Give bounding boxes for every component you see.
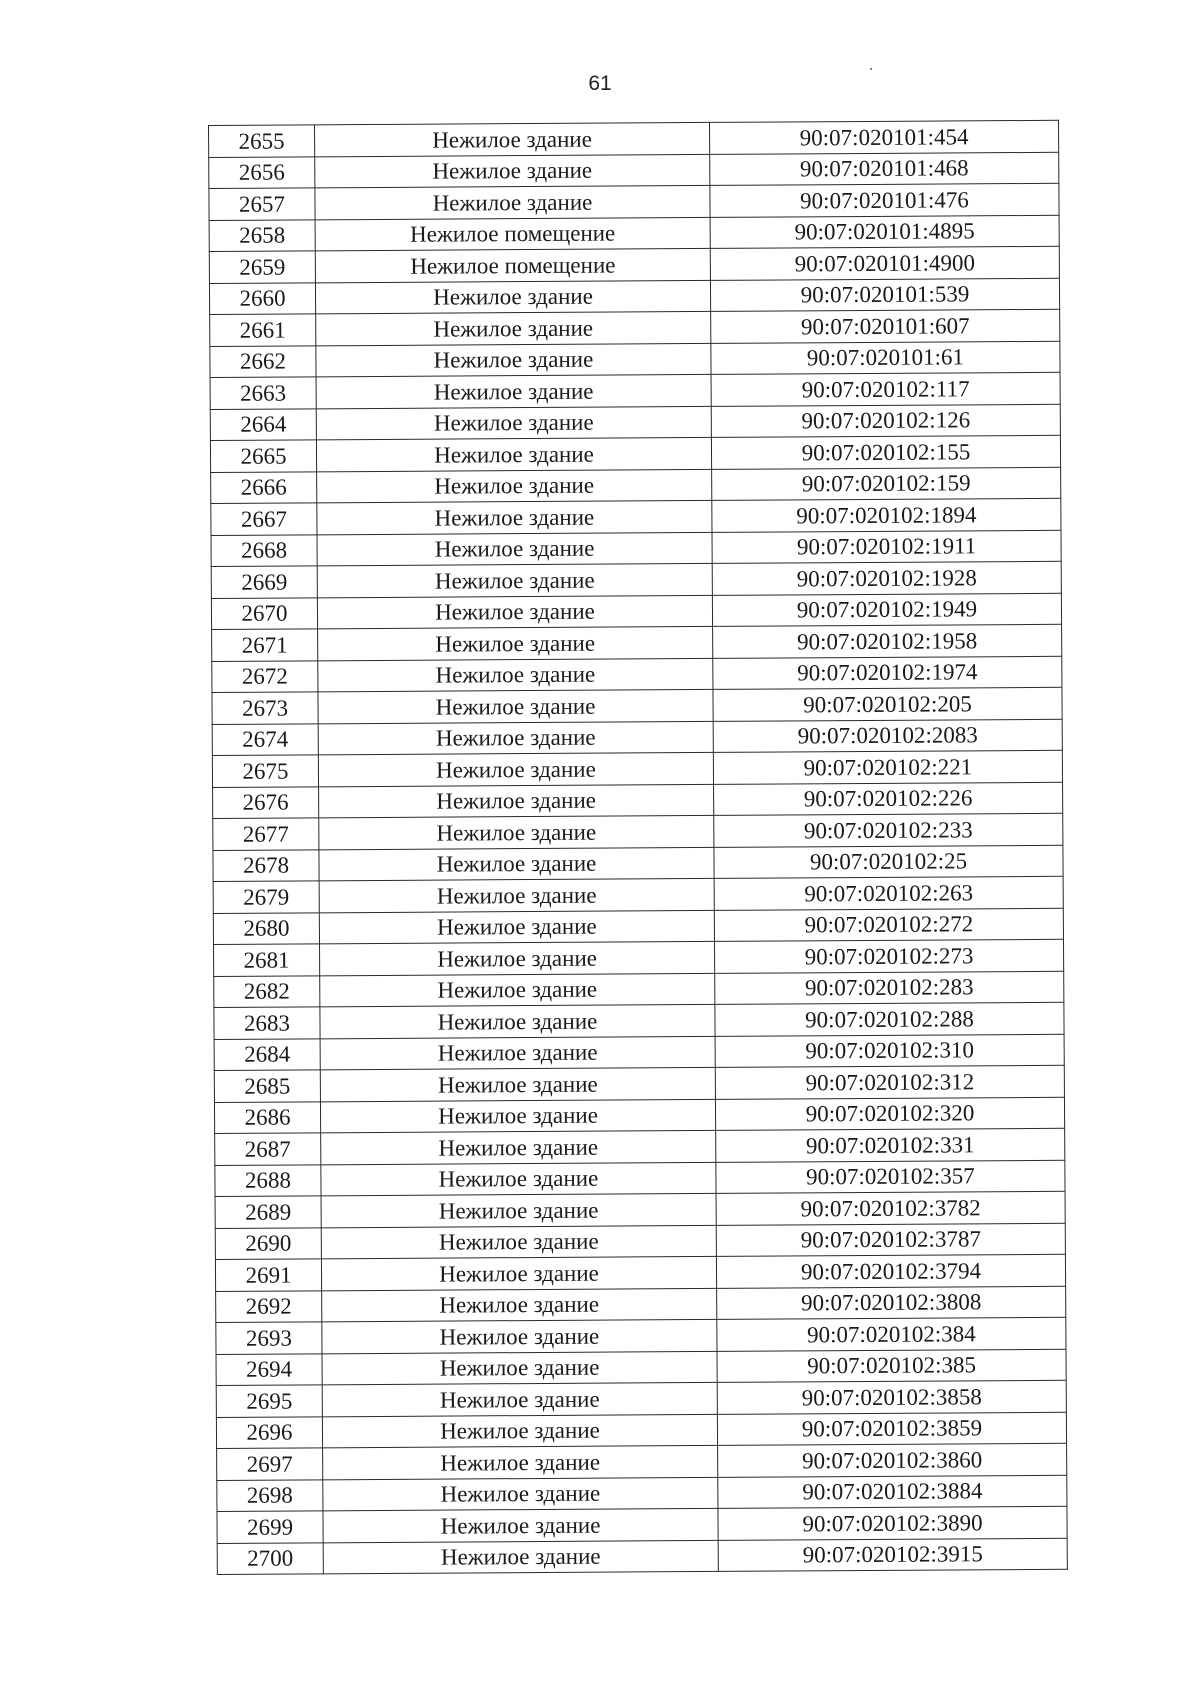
table-row: [215, 1160, 1065, 1197]
table-row: [214, 939, 1064, 976]
row-number-cell: 2663: [210, 377, 316, 409]
row-number-cell: 2660: [209, 282, 315, 314]
cadastral-number-cell: 90:07:020102:221: [713, 750, 1062, 784]
table-row: [212, 719, 1062, 756]
object-type-cell: Нежилое здание: [320, 973, 715, 1007]
object-type-cell: Нежилое здание: [316, 437, 711, 471]
table-row: [217, 1538, 1067, 1575]
object-type-cell: Нежилое здание: [317, 469, 712, 503]
cadastral-number-cell: 90:07:020102:233: [714, 813, 1063, 847]
row-number-cell: 2679: [213, 881, 319, 913]
row-number-cell: 2699: [217, 1511, 323, 1543]
table-row: [214, 1034, 1064, 1071]
cadastral-number-cell: 90:07:020102:263: [714, 876, 1063, 910]
table-row: [216, 1380, 1066, 1417]
table-row: [216, 1286, 1066, 1323]
object-type-cell: Нежилое здание: [315, 185, 710, 219]
row-number-cell: 2667: [211, 503, 317, 535]
row-number-cell: 2680: [213, 912, 319, 944]
table-row: [213, 813, 1063, 850]
row-number-cell: 2688: [215, 1164, 321, 1196]
object-type-cell: Нежилое здание: [316, 406, 711, 440]
cadastral-number-cell: 90:07:020102:312: [715, 1065, 1064, 1099]
cadastral-number-cell: 90:07:020102:384: [717, 1317, 1066, 1351]
cadastral-number-cell: 90:07:020102:1974: [713, 656, 1062, 690]
table-row: [214, 1065, 1064, 1102]
object-type-cell: Нежилое здание: [316, 311, 711, 345]
object-type-cell: Нежилое здание: [318, 626, 713, 660]
object-type-cell: Нежилое здание: [320, 1036, 715, 1070]
property-registry-table: [208, 120, 1068, 1575]
object-type-cell: Нежилое здание: [320, 941, 715, 975]
object-type-cell: Нежилое здание: [319, 910, 714, 944]
object-type-cell: Нежилое здание: [318, 721, 713, 755]
object-type-cell: Нежилое здание: [322, 1414, 717, 1448]
table-row: [211, 561, 1061, 598]
cadastral-number-cell: 90:07:020102:288: [715, 1002, 1064, 1036]
row-number-cell: 2684: [214, 1038, 320, 1070]
row-number-cell: 2672: [212, 660, 318, 692]
table-row: [213, 782, 1063, 819]
table-row: [215, 1254, 1065, 1291]
table-row: [216, 1349, 1066, 1386]
page-number: 61: [588, 72, 612, 95]
object-type-cell: Нежилое здание: [318, 752, 713, 786]
row-number-cell: 2677: [213, 818, 319, 850]
cadastral-number-cell: 90:07:020102:1894: [712, 498, 1061, 532]
cadastral-number-cell: 90:07:020102:159: [712, 467, 1061, 501]
table-row: [216, 1412, 1066, 1449]
row-number-cell: 2694: [216, 1353, 322, 1385]
row-number-cell: 2681: [214, 944, 320, 976]
cadastral-number-cell: 90:07:020102:272: [714, 908, 1063, 942]
scan-speck: [870, 68, 872, 70]
row-number-cell: 2693: [216, 1322, 322, 1354]
table-row: [214, 1002, 1064, 1039]
cadastral-number-cell: 90:07:020102:205: [713, 687, 1062, 721]
object-type-cell: Нежилое здание: [321, 1162, 716, 1196]
cadastral-number-cell: 90:07:020101:539: [710, 278, 1059, 312]
cadastral-number-cell: 90:07:020102:273: [714, 939, 1063, 973]
object-type-cell: Нежилое здание: [320, 1004, 715, 1038]
table-row: [211, 467, 1061, 504]
row-number-cell: 2671: [212, 629, 318, 661]
table-row: [212, 624, 1062, 661]
table-row: [215, 1191, 1065, 1228]
cadastral-number-cell: 90:07:020102:320: [715, 1097, 1064, 1131]
row-number-cell: 2682: [214, 975, 320, 1007]
cadastral-number-cell: 90:07:020102:1958: [713, 624, 1062, 658]
row-number-cell: 2668: [211, 534, 317, 566]
object-type-cell: Нежилое здание: [318, 658, 713, 692]
row-number-cell: 2678: [213, 849, 319, 881]
row-number-cell: 2676: [213, 786, 319, 818]
row-number-cell: 2685: [214, 1070, 320, 1102]
table-row: [212, 687, 1062, 724]
cadastral-number-cell: 90:07:020102:3890: [718, 1506, 1067, 1540]
table-row: [210, 404, 1060, 441]
object-type-cell: Нежилое здание: [323, 1540, 718, 1574]
table-row: [210, 341, 1060, 378]
registry-table-body: [209, 120, 1068, 1574]
object-type-cell: Нежилое здание: [315, 122, 710, 156]
table-row: [211, 593, 1061, 630]
cadastral-number-cell: 90:07:020101:607: [711, 309, 1060, 343]
row-number-cell: 2662: [210, 345, 316, 377]
table-row: [209, 246, 1059, 283]
cadastral-number-cell: 90:07:020101:4895: [710, 215, 1059, 249]
row-number-cell: 2664: [210, 408, 316, 440]
cadastral-number-cell: 90:07:020102:283: [715, 971, 1064, 1005]
table-row: [211, 530, 1061, 567]
table-row: [213, 876, 1063, 913]
row-number-cell: 2666: [211, 471, 317, 503]
cadastral-number-cell: 90:07:020102:226: [714, 782, 1063, 816]
cadastral-number-cell: 90:07:020102:155: [711, 435, 1060, 469]
row-number-cell: 2655: [209, 125, 315, 157]
row-number-cell: 2657: [209, 188, 315, 220]
object-type-cell: Нежилое здание: [316, 374, 711, 408]
object-type-cell: Нежилое здание: [317, 500, 712, 534]
cadastral-number-cell: 90:07:020102:3859: [717, 1412, 1066, 1446]
row-number-cell: 2698: [217, 1479, 323, 1511]
cadastral-number-cell: 90:07:020102:117: [711, 372, 1060, 406]
row-number-cell: 2691: [215, 1259, 321, 1291]
table-row: [209, 278, 1059, 315]
cadastral-number-cell: 90:07:020102:1928: [712, 561, 1061, 595]
row-number-cell: 2670: [211, 597, 317, 629]
object-type-cell: Нежилое здание: [318, 689, 713, 723]
cadastral-number-cell: 90:07:020102:3884: [718, 1475, 1067, 1509]
object-type-cell: Нежилое здание: [323, 1445, 718, 1479]
cadastral-number-cell: 90:07:020102:385: [717, 1349, 1066, 1383]
row-number-cell: 2669: [211, 566, 317, 598]
table-row: [217, 1506, 1067, 1543]
object-type-cell: Нежилое здание: [323, 1508, 718, 1542]
cadastral-number-cell: 90:07:020102:3858: [717, 1380, 1066, 1414]
row-number-cell: 2665: [210, 440, 316, 472]
table-row: [217, 1475, 1067, 1512]
table-row: [215, 1128, 1065, 1165]
cadastral-number-cell: 90:07:020102:357: [716, 1160, 1065, 1194]
table-row: [210, 309, 1060, 346]
row-number-cell: 2692: [216, 1290, 322, 1322]
cadastral-number-cell: 90:07:020102:1911: [712, 530, 1061, 564]
row-number-cell: 2697: [217, 1448, 323, 1480]
table-row: [213, 845, 1063, 882]
object-type-cell: Нежилое здание: [317, 595, 712, 629]
object-type-cell: Нежилое здание: [320, 1099, 715, 1133]
object-type-cell: Нежилое здание: [323, 1477, 718, 1511]
object-type-cell: Нежилое помещение: [315, 217, 710, 251]
object-type-cell: Нежилое здание: [315, 154, 710, 188]
cadastral-number-cell: 90:07:020102:331: [716, 1128, 1065, 1162]
table-row: [209, 120, 1059, 157]
row-number-cell: 2687: [215, 1133, 321, 1165]
object-type-cell: Нежилое здание: [317, 532, 712, 566]
row-number-cell: 2658: [209, 219, 315, 251]
cadastral-number-cell: 90:07:020101:476: [710, 183, 1059, 217]
cadastral-number-cell: 90:07:020101:454: [709, 120, 1058, 154]
row-number-cell: 2695: [216, 1385, 322, 1417]
object-type-cell: Нежилое здание: [322, 1382, 717, 1416]
cadastral-number-cell: 90:07:020102:3794: [716, 1254, 1065, 1288]
table-row: [212, 750, 1062, 787]
row-number-cell: 2683: [214, 1007, 320, 1039]
cadastral-number-cell: 90:07:020102:2083: [713, 719, 1062, 753]
object-type-cell: Нежилое здание: [319, 847, 714, 881]
cadastral-number-cell: 90:07:020102:3782: [716, 1191, 1065, 1225]
table-row: [210, 372, 1060, 409]
table-row: [213, 908, 1063, 945]
table-row: [215, 1223, 1065, 1260]
table-row: [209, 215, 1059, 252]
row-number-cell: 2686: [214, 1101, 320, 1133]
object-type-cell: Нежилое здание: [322, 1319, 717, 1353]
cadastral-number-cell: 90:07:020102:3860: [718, 1443, 1067, 1477]
row-number-cell: 2673: [212, 692, 318, 724]
object-type-cell: Нежилое здание: [316, 343, 711, 377]
cadastral-number-cell: 90:07:020102:3915: [718, 1538, 1067, 1572]
cadastral-number-cell: 90:07:020102:3808: [717, 1286, 1066, 1320]
table-row: [217, 1443, 1067, 1480]
cadastral-number-cell: 90:07:020102:1949: [712, 593, 1061, 627]
row-number-cell: 2659: [209, 251, 315, 283]
table-row: [214, 971, 1064, 1008]
cadastral-number-cell: 90:07:020101:4900: [710, 246, 1059, 280]
object-type-cell: Нежилое здание: [322, 1288, 717, 1322]
row-number-cell: 2661: [210, 314, 316, 346]
object-type-cell: Нежилое здание: [319, 878, 714, 912]
row-number-cell: 2656: [209, 156, 315, 188]
table-row: [212, 656, 1062, 693]
row-number-cell: 2689: [215, 1196, 321, 1228]
row-number-cell: 2675: [212, 755, 318, 787]
cadastral-number-cell: 90:07:020102:3787: [716, 1223, 1065, 1257]
object-type-cell: Нежилое здание: [320, 1067, 715, 1101]
object-type-cell: Нежилое здание: [315, 280, 710, 314]
object-type-cell: Нежилое здание: [317, 563, 712, 597]
row-number-cell: 2690: [215, 1227, 321, 1259]
object-type-cell: Нежилое здание: [319, 784, 714, 818]
cadastral-number-cell: 90:07:020101:61: [711, 341, 1060, 375]
cadastral-number-cell: 90:07:020102:25: [714, 845, 1063, 879]
object-type-cell: Нежилое здание: [321, 1225, 716, 1259]
cadastral-number-cell: 90:07:020102:126: [711, 404, 1060, 438]
table-row: [216, 1317, 1066, 1354]
row-number-cell: 2700: [217, 1542, 323, 1574]
object-type-cell: Нежилое помещение: [315, 248, 710, 282]
object-type-cell: Нежилое здание: [321, 1256, 716, 1290]
cadastral-number-cell: 90:07:020102:310: [715, 1034, 1064, 1068]
row-number-cell: 2674: [212, 723, 318, 755]
cadastral-number-cell: 90:07:020101:468: [710, 152, 1059, 186]
table-row: [214, 1097, 1064, 1134]
object-type-cell: Нежилое здание: [322, 1351, 717, 1385]
row-number-cell: 2696: [216, 1416, 322, 1448]
object-type-cell: Нежилое здание: [319, 815, 714, 849]
object-type-cell: Нежилое здание: [321, 1130, 716, 1164]
table-row: [211, 498, 1061, 535]
table-row: [209, 183, 1059, 220]
table-row: [210, 435, 1060, 472]
table-row: [209, 152, 1059, 189]
object-type-cell: Нежилое здание: [321, 1193, 716, 1227]
